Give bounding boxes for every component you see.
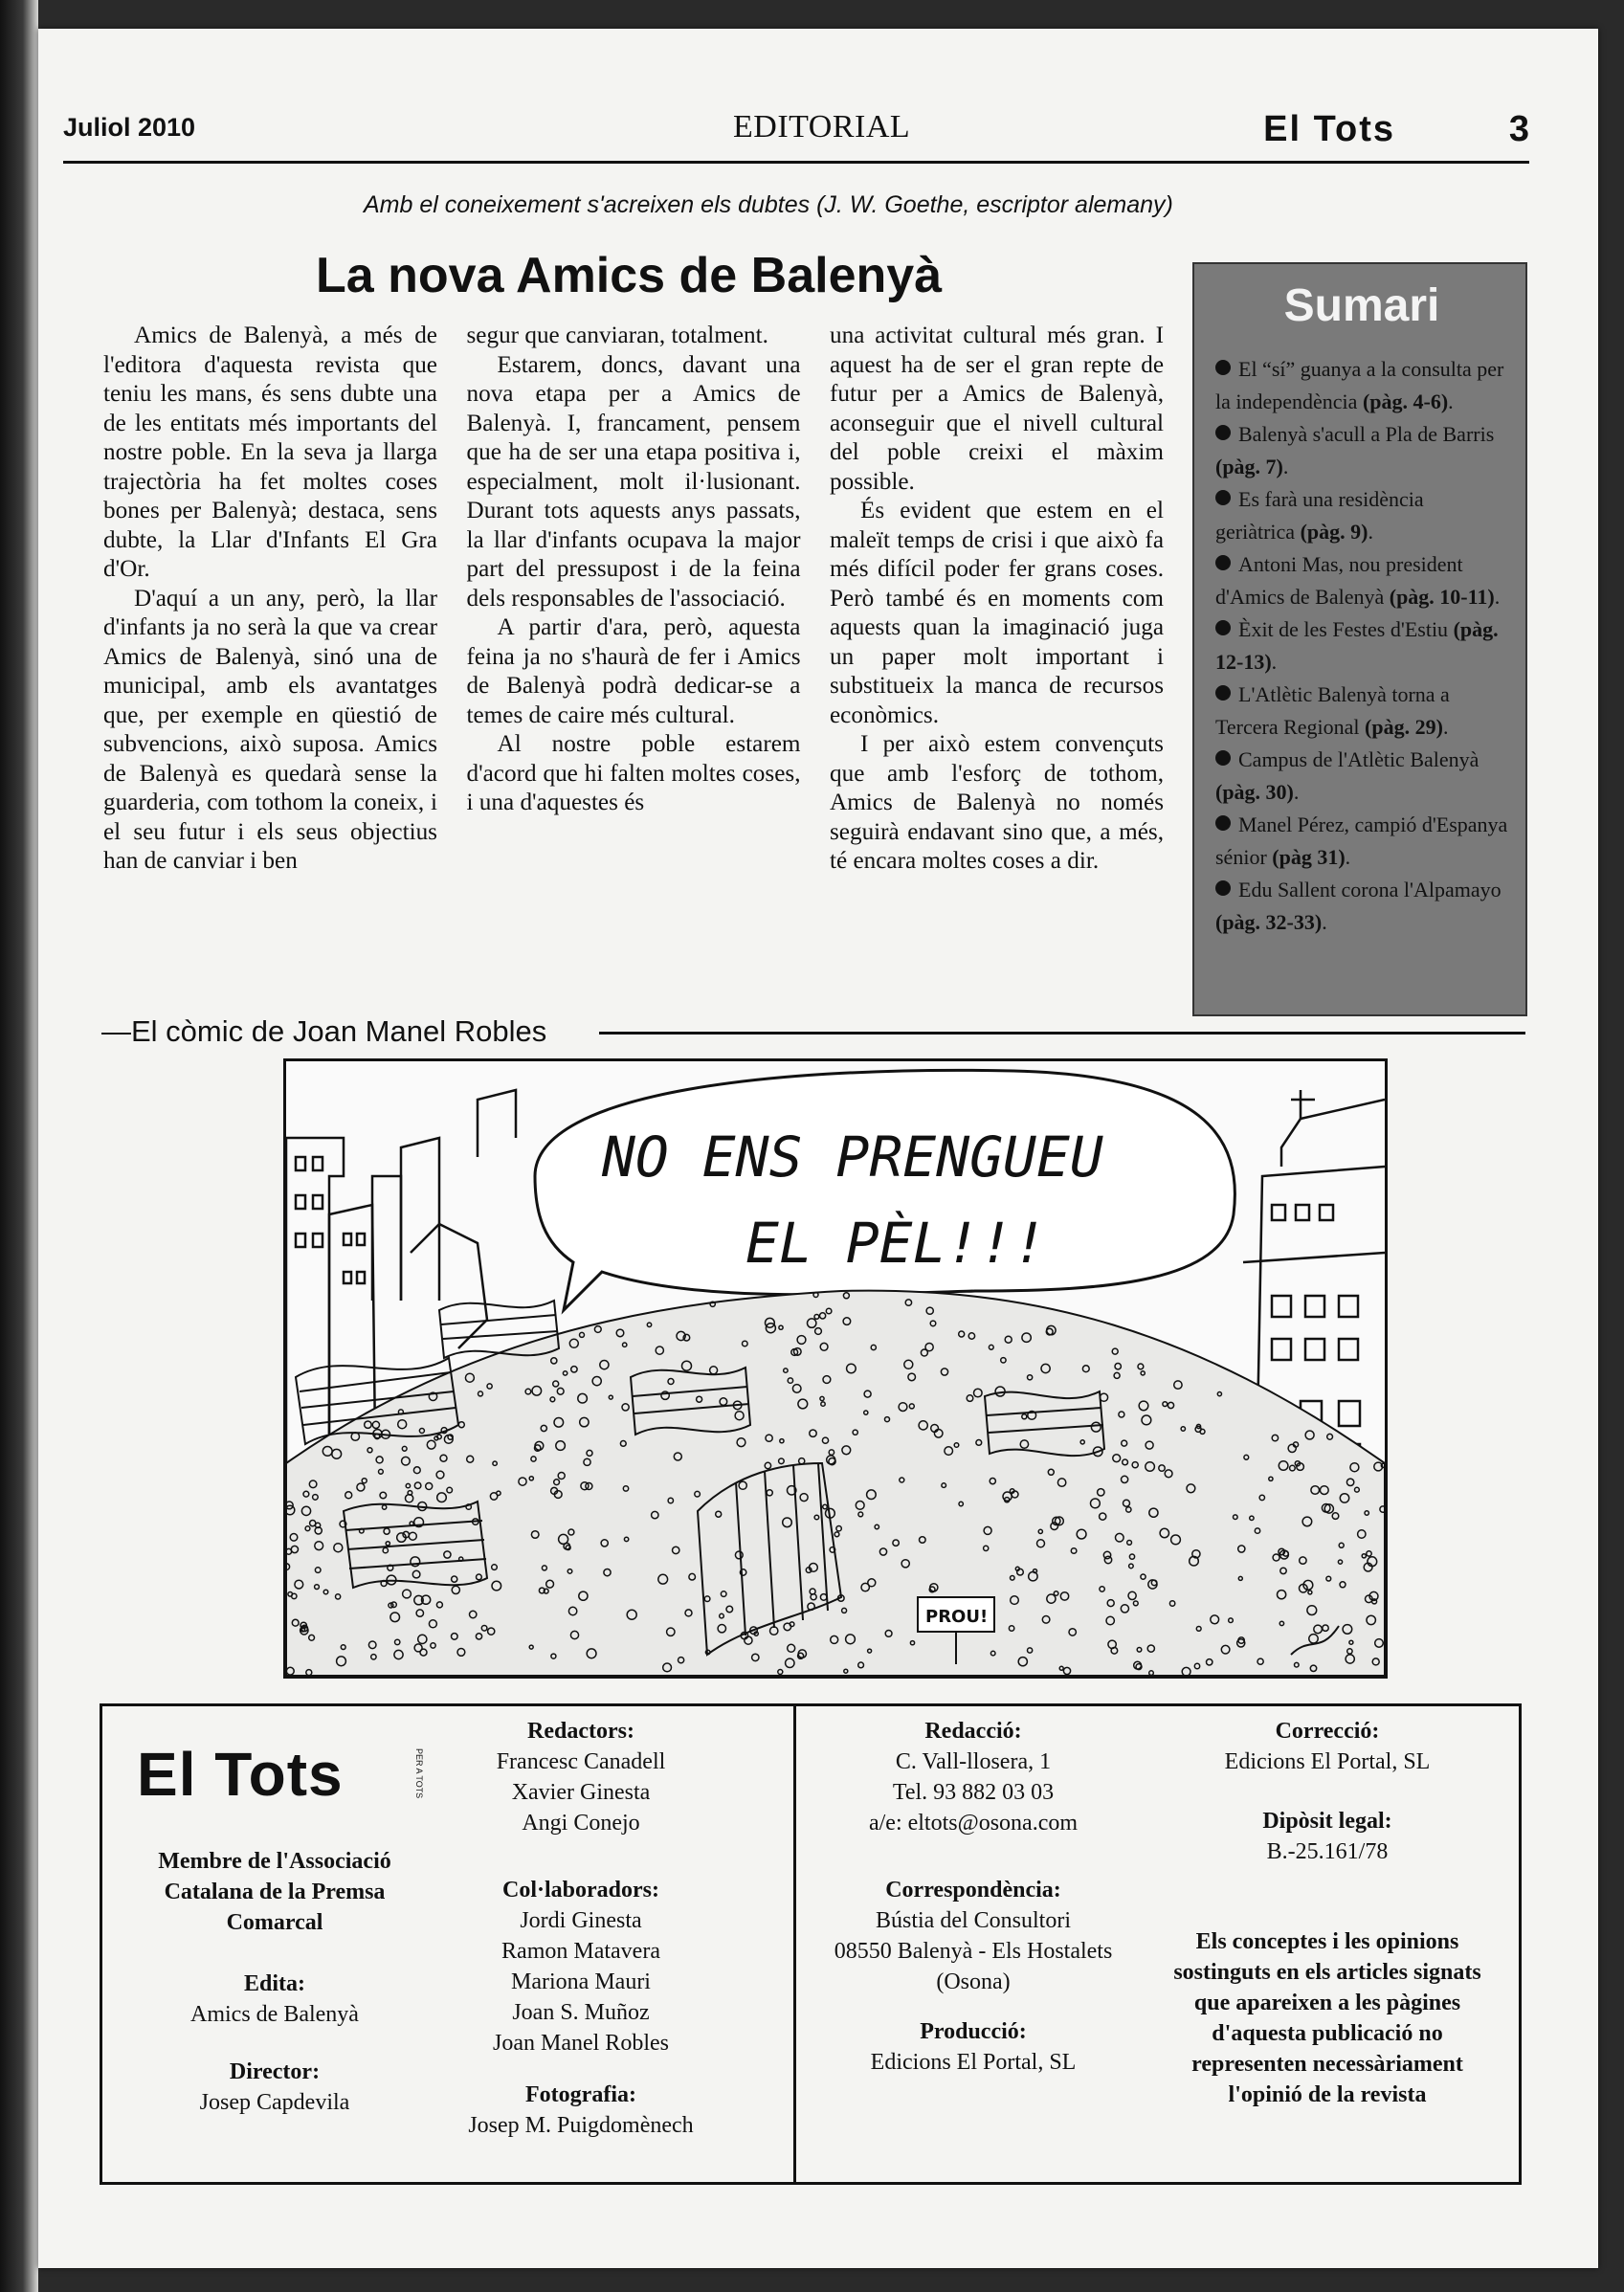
- bullet-icon: [1215, 555, 1231, 570]
- magazine-logo: El Tots: [137, 1740, 344, 1809]
- paragraph: Amics de Balenyà, a més de l'editora d'aquesta revista que teniu les mans, és sens dubte una de les entitats més importants del nostre poble. En la seva ja llarga trajectòria ha fet moltes coses bones per Balenyà; destaca, sens dubte, la Llar d'Infants El Gra d'Or.: [103, 323, 437, 582]
- summary-item[interactable]: El “sí” guanya a la consulta per la independència (pàg. 4-6).: [1215, 357, 1504, 413]
- diposit-heading: Dipòsit legal:: [1262, 1809, 1392, 1834]
- summary-item[interactable]: Campus de l'Atlètic Balenyà (pàg. 30).: [1215, 747, 1479, 804]
- produccio-heading: Producció:: [920, 2019, 1027, 2044]
- correspondencia-line: (Osona): [936, 1969, 1011, 1994]
- article-column-3: [830, 322, 1164, 972]
- paragraph: I per això estem convençuts que amb l'esforç de tothom, Amics de Balenyà no només seguirà endavant sino que, a més, té encara moltes coses a dir.: [830, 731, 1164, 874]
- issue-date: Juliol 2010: [63, 113, 196, 142]
- sign-text: PROU!: [925, 1607, 989, 1627]
- correspondencia-heading: Correspondència:: [885, 1878, 1061, 1903]
- paragraph: segur que canviaran, totalment.: [466, 323, 768, 348]
- comic-section-label: —El còmic de Joan Manel Robles: [101, 1014, 560, 1049]
- fotografia-block: [437, 2080, 724, 2141]
- binding-shadow: [0, 0, 38, 2292]
- bullet-icon: [1215, 815, 1231, 831]
- speech-text-line-1: NO ENS PRENGUEU: [602, 1124, 1103, 1190]
- collaborador-name: Joan Manel Robles: [493, 2031, 669, 2056]
- comic-illustration: [286, 1061, 1385, 1676]
- redactors-block: [437, 1716, 724, 1838]
- redaccio-heading: Redacció:: [924, 1719, 1022, 1744]
- correspondencia-line: Bústia del Consultori: [876, 1908, 1071, 1933]
- summary-item[interactable]: Balenyà s'acull a Pla de Barris (pàg. 7).: [1215, 422, 1495, 478]
- collaborador-name: Mariona Mauri: [511, 1969, 651, 1994]
- correccio-block: [1165, 1716, 1490, 1777]
- speech-bubble: [535, 1070, 1235, 1310]
- section-title: EDITORIAL: [733, 109, 911, 145]
- collaborador-name: Jordi Ginesta: [520, 1908, 642, 1933]
- bullet-icon: [1215, 620, 1231, 635]
- collaborador-name: Ramon Matavera: [501, 1939, 660, 1964]
- summary-item[interactable]: Èxit de les Festes d'Estiu (pàg. 12-13).: [1215, 617, 1499, 674]
- produccio-value: Edicions El Portal, SL: [870, 2050, 1077, 2075]
- magazine-brand: El Tots: [1263, 109, 1395, 149]
- redaccio-line: C. Vall-llosera, 1: [895, 1749, 1052, 1774]
- summary-item[interactable]: Manel Pérez, campió d'Espanya sénior (pàg 31).: [1215, 812, 1508, 869]
- article-headline: La nova Amics de Balenyà: [316, 248, 943, 303]
- paragraph: una activitat cultural més gran. I aquest ha de ser el gran repte de futur per a Amics de Balenyà, aconseguir que el nivell cultural del poble creixi el màxim possible.: [830, 323, 1164, 495]
- correccio-value: Edicions El Portal, SL: [1224, 1749, 1431, 1774]
- correspondencia-line: 08550 Balenyà - Els Hostalets: [834, 1939, 1113, 1964]
- comic-strip: [283, 1058, 1388, 1679]
- redactor-name: Angi Conejo: [522, 1811, 640, 1836]
- redactor-name: Francesc Canadell: [496, 1749, 666, 1774]
- redactors-heading: Redactors:: [527, 1719, 634, 1744]
- diposit-block: [1165, 1806, 1490, 1867]
- director-block: [131, 2057, 418, 2118]
- edita-block: [131, 1969, 418, 2030]
- paragraph: Estarem, doncs, davant una nova etapa per a Amics de Balenyà. I, francament, pensem que ha de ser una etapa positiva i, especialment, molt il·lusionant. Durant tots aquests anys passats, la llar d'infants ocupava la major part del pressupost i de la feina dels responsables de l'associació.: [466, 351, 801, 612]
- disclaimer-text: Els conceptes i les opinions sostinguts en els articles signats que apareixen a les pàgines d'aquesta publicació no representen necessàriament l'opinió de la revista: [1173, 1929, 1481, 2107]
- disclaimer-block: [1165, 1926, 1490, 2110]
- redactor-name: Xavier Ginesta: [511, 1780, 651, 1805]
- paragraph: A partir d'ara, però, aquesta feina ja no s'haurà de fer i Amics de Balenyà podrà dedicar-se a temes de caire més cultural.: [466, 614, 801, 728]
- fotografia-heading: Fotografia:: [525, 2082, 636, 2107]
- paragraph: És evident que estem en el maleït temps de crisi i que això fa més difícil poder fer grans coses. Però també és en moments com aquests quan la imaginació juga un paper molt important i substitueix la manca de recursos econòmics.: [830, 498, 1164, 728]
- collaboradors-heading: Col·laboradors:: [501, 1878, 659, 1903]
- credits-box: [100, 1703, 1522, 2185]
- summary-item[interactable]: Es farà una residència geriàtrica (pàg. 9).: [1215, 487, 1424, 544]
- epigraph-quote: Amb el coneixement s'acreixen els dubtes (J. W. Goethe, escriptor alemany): [364, 191, 1173, 218]
- correccio-heading: Correcció:: [1275, 1719, 1380, 1744]
- director-value: Josep Capdevila: [199, 2090, 350, 2115]
- logo-tagline: PER A TOTS: [414, 1748, 424, 1799]
- produccio-block: [811, 2016, 1136, 2078]
- summary-item[interactable]: Edu Sallent corona l'Alpamayo (pàg. 32-33).: [1215, 878, 1502, 934]
- paragraph: D'aquí a un any, però, la llar d'infants ja no serà la que va crear Amics de Balenyà, sinó una de municipal, amb els avantatges que, per exemple en qüestió de subvencions, això suposa. Amics de Balenyà es quedarà sense la guarderia, com tothom la coneix, i el seu futur i els seus objectius han de canviar i ben: [103, 585, 437, 874]
- redaccio-block: [811, 1716, 1136, 1838]
- crowd: [286, 1291, 1385, 1676]
- comic-section-bar: [101, 1014, 1525, 1048]
- summary-box: [1192, 262, 1527, 1016]
- diposit-value: B.-25.161/78: [1266, 1839, 1389, 1864]
- director-heading: Director:: [229, 2059, 321, 2084]
- article-column-2: [467, 322, 801, 972]
- fotografia-value: Josep M. Puigdomènech: [468, 2113, 694, 2138]
- column-divider: [793, 1706, 796, 2182]
- bullet-icon: [1215, 360, 1231, 375]
- speech-text-line-2: EL PÈL!!!: [745, 1211, 1047, 1276]
- edita-value: Amics de Balenyà: [190, 2002, 359, 2027]
- summary-item[interactable]: Antoni Mas, nou president d'Amics de Balenyà (pàg. 10-11).: [1215, 552, 1501, 609]
- summary-item[interactable]: L'Atlètic Balenyà torna a Tercera Regional (pàg. 29).: [1215, 682, 1450, 739]
- redaccio-line[interactable]: a/e: eltots@osona.com: [868, 1811, 1079, 1836]
- bullet-icon: [1215, 880, 1231, 896]
- summary-title: Sumari: [1283, 280, 1440, 331]
- bullet-icon: [1215, 425, 1231, 440]
- summary-list: [1215, 353, 1508, 939]
- collaboradors-block: [437, 1875, 724, 2058]
- bullet-icon: [1215, 685, 1231, 701]
- paragraph: Al nostre poble estarem d'acord que hi falten moltes coses, i una d'aquestes és: [466, 731, 801, 815]
- edita-heading: Edita:: [243, 1971, 305, 1996]
- editorial-article: [103, 322, 1164, 972]
- bullet-icon: [1215, 490, 1231, 505]
- bullet-icon: [1215, 750, 1231, 766]
- page-header: [63, 84, 1529, 164]
- collaborador-name: Joan S. Muñoz: [512, 2000, 650, 2025]
- article-column-1: [103, 322, 437, 972]
- membership-block: [131, 1846, 418, 1938]
- correspondencia-block: [811, 1875, 1136, 1997]
- redaccio-line: Tel. 93 882 03 03: [892, 1780, 1055, 1805]
- membership-text: Membre de l'Associació Catalana de la Premsa Comarcal: [158, 1849, 391, 1935]
- page-number: 3: [1508, 109, 1529, 149]
